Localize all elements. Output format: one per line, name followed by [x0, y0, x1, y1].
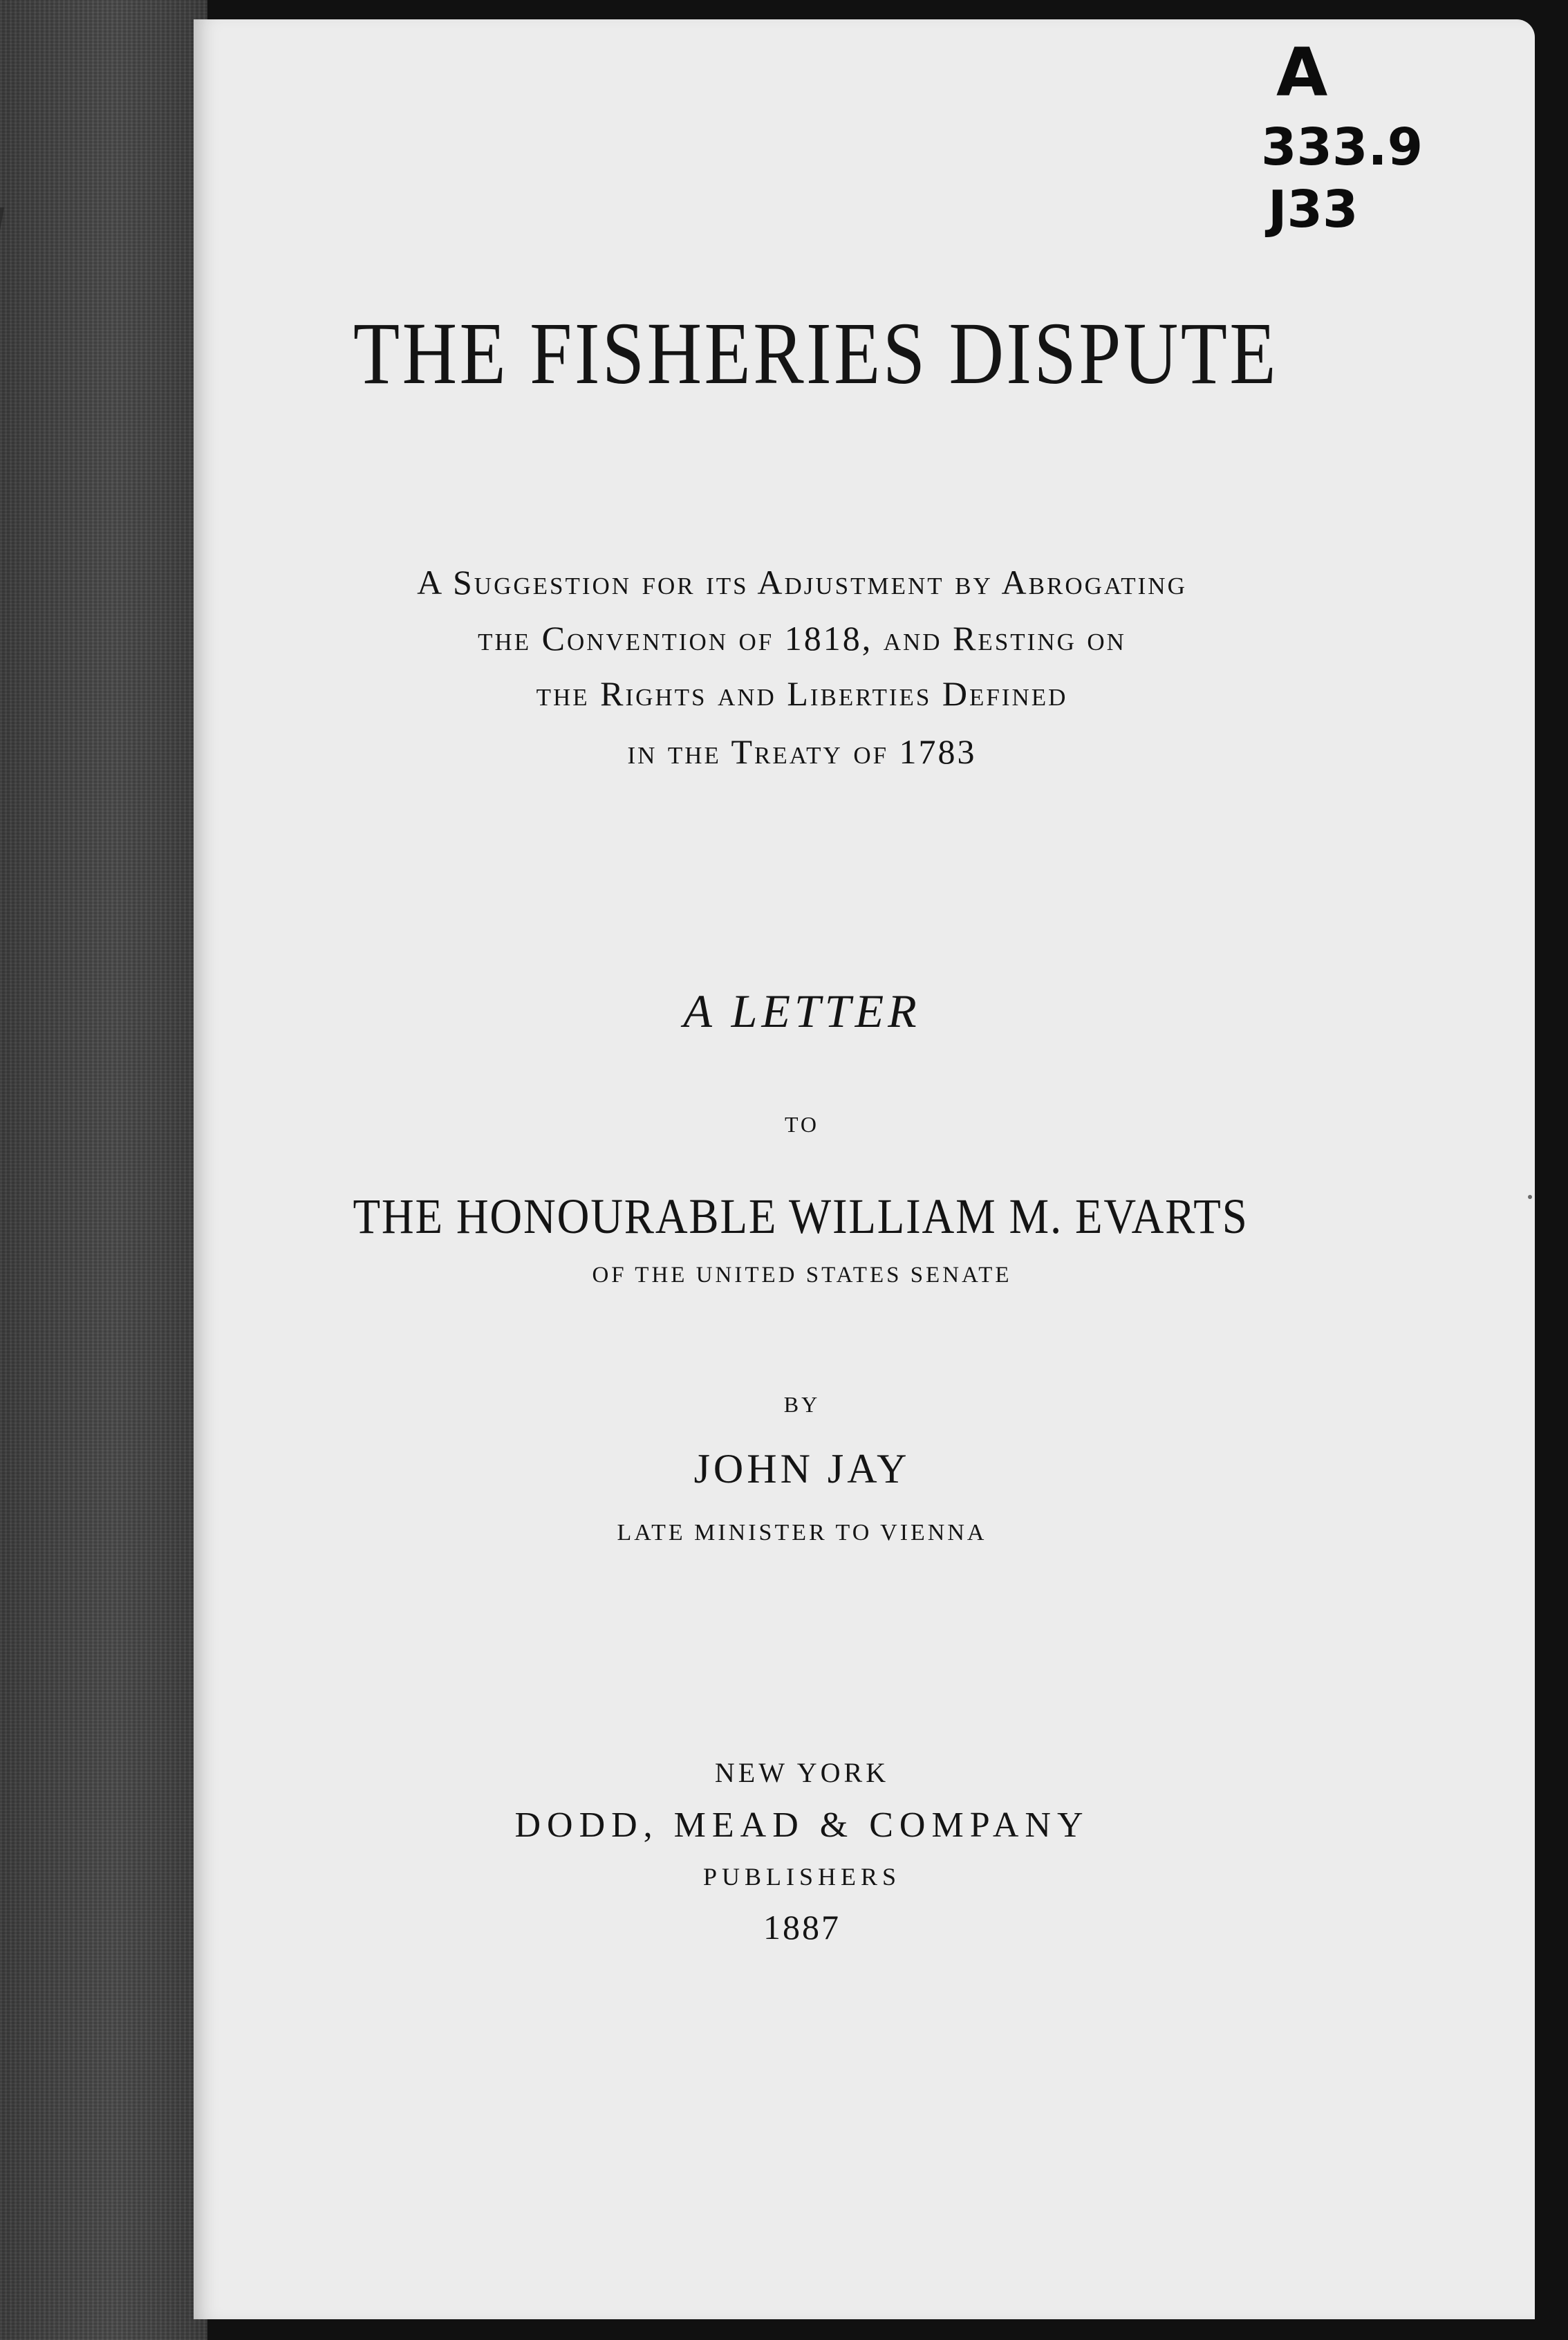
- title-page: [194, 19, 1535, 2319]
- handwritten-call-number: [1258, 33, 1466, 241]
- letter-heading: A LETTER: [683, 985, 921, 1037]
- subtitle-line-4: in the Treaty of 1783: [627, 732, 977, 771]
- call-number-line-2: 333.9: [1261, 118, 1424, 177]
- imprint-publishers-label: PUBLISHERS: [702, 1863, 902, 1891]
- book-title: THE FISHERIES DISPUTE: [353, 304, 1279, 402]
- imprint-year: 1887: [763, 1908, 841, 1947]
- recipient-office: OF THE UNITED STATES SENATE: [592, 1263, 1012, 1288]
- imprint-publisher: DODD, MEAD & COMPANY: [514, 1805, 1090, 1845]
- paper-speck: [1528, 1195, 1532, 1199]
- spine-crease: [0, 207, 4, 754]
- imprint-city: NEW YORK: [714, 1757, 890, 1788]
- subtitle-line-3: the Rights and Liberties Defined: [536, 674, 1068, 713]
- book-spine: [0, 0, 207, 2340]
- call-number-line-1: A: [1276, 34, 1328, 111]
- subtitle-line-1: A Suggestion for its Adjustment by Abrogating: [417, 563, 1187, 602]
- subtitle-line-2: the Convention of 1818, and Resting on: [478, 619, 1126, 658]
- to-word: TO: [784, 1112, 820, 1137]
- call-number-line-3: J33: [1268, 180, 1359, 239]
- recipient-name: THE HONOURABLE WILLIAM M. EVARTS: [353, 1189, 1249, 1244]
- author-name: JOHN JAY: [693, 1446, 911, 1492]
- author-title: LATE MINISTER TO VIENNA: [617, 1520, 987, 1545]
- by-word: BY: [783, 1392, 821, 1417]
